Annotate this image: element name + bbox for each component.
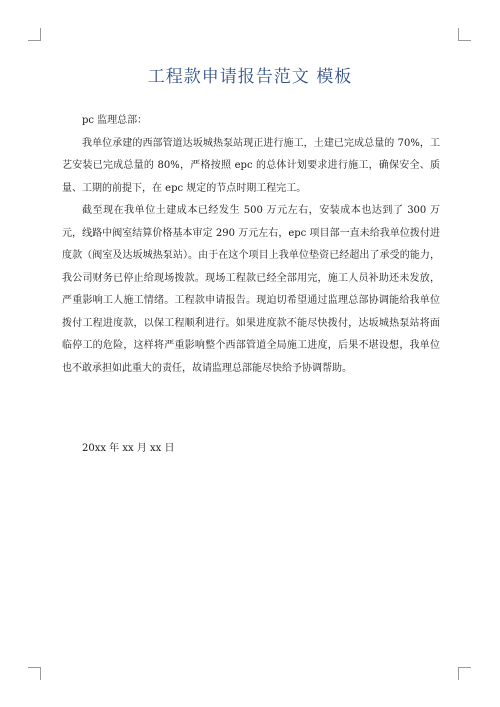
document-title: 工程款申请报告范文 模板 [147,67,353,87]
crop-mark-top-left [28,28,41,41]
crop-mark-top-right [458,28,471,41]
crop-mark-bottom-left [28,667,41,680]
paragraph-1: 我单位承建的西部管道达坂城热泵站现正进行施工，土建已完成总量的 70%，工艺安装已完成总量的 80%，严格按照 epc 的总体计划要求进行施工，确保安全、质量、工期的前提下，在 epc 规定的节点时期工程完工。 [62,137,440,194]
document-date: 20xx 年 xx 月 xx 日 [82,443,175,454]
document-body [62,110,440,380]
paragraph-2: 截至现在我单位土建成本已经发生 500 万元左右，安装成本也达到了 300 万元，线路中阀室结算价格基本审定 290 万元左右，epc 项目部一直未给我单位拨付进度款（阀室及达坂城热泵站）。由于在这个项目上我单位垫资已经超出了承受的能力，我公司财务已停止给现场拨款。现场工程款已经全部用完，施工人员补助还未发放，严重影响工人施工情绪。工程款申请报告。现迫切希望通过监理总部协调能给我单位拨付工程进度款，以保工程顺利进行。如果进度款不能尽快拨付，达坂城热泵站将面临停工的危险，这样将严重影响整个西部管道全局施工进度，后果不堪设想，我单位也不敢承担如此重大的责任，故请监理总部能尽快给予协调帮助。 [62,205,440,374]
crop-mark-bottom-right [458,667,471,680]
salutation: pc 监理总部： [82,115,148,126]
